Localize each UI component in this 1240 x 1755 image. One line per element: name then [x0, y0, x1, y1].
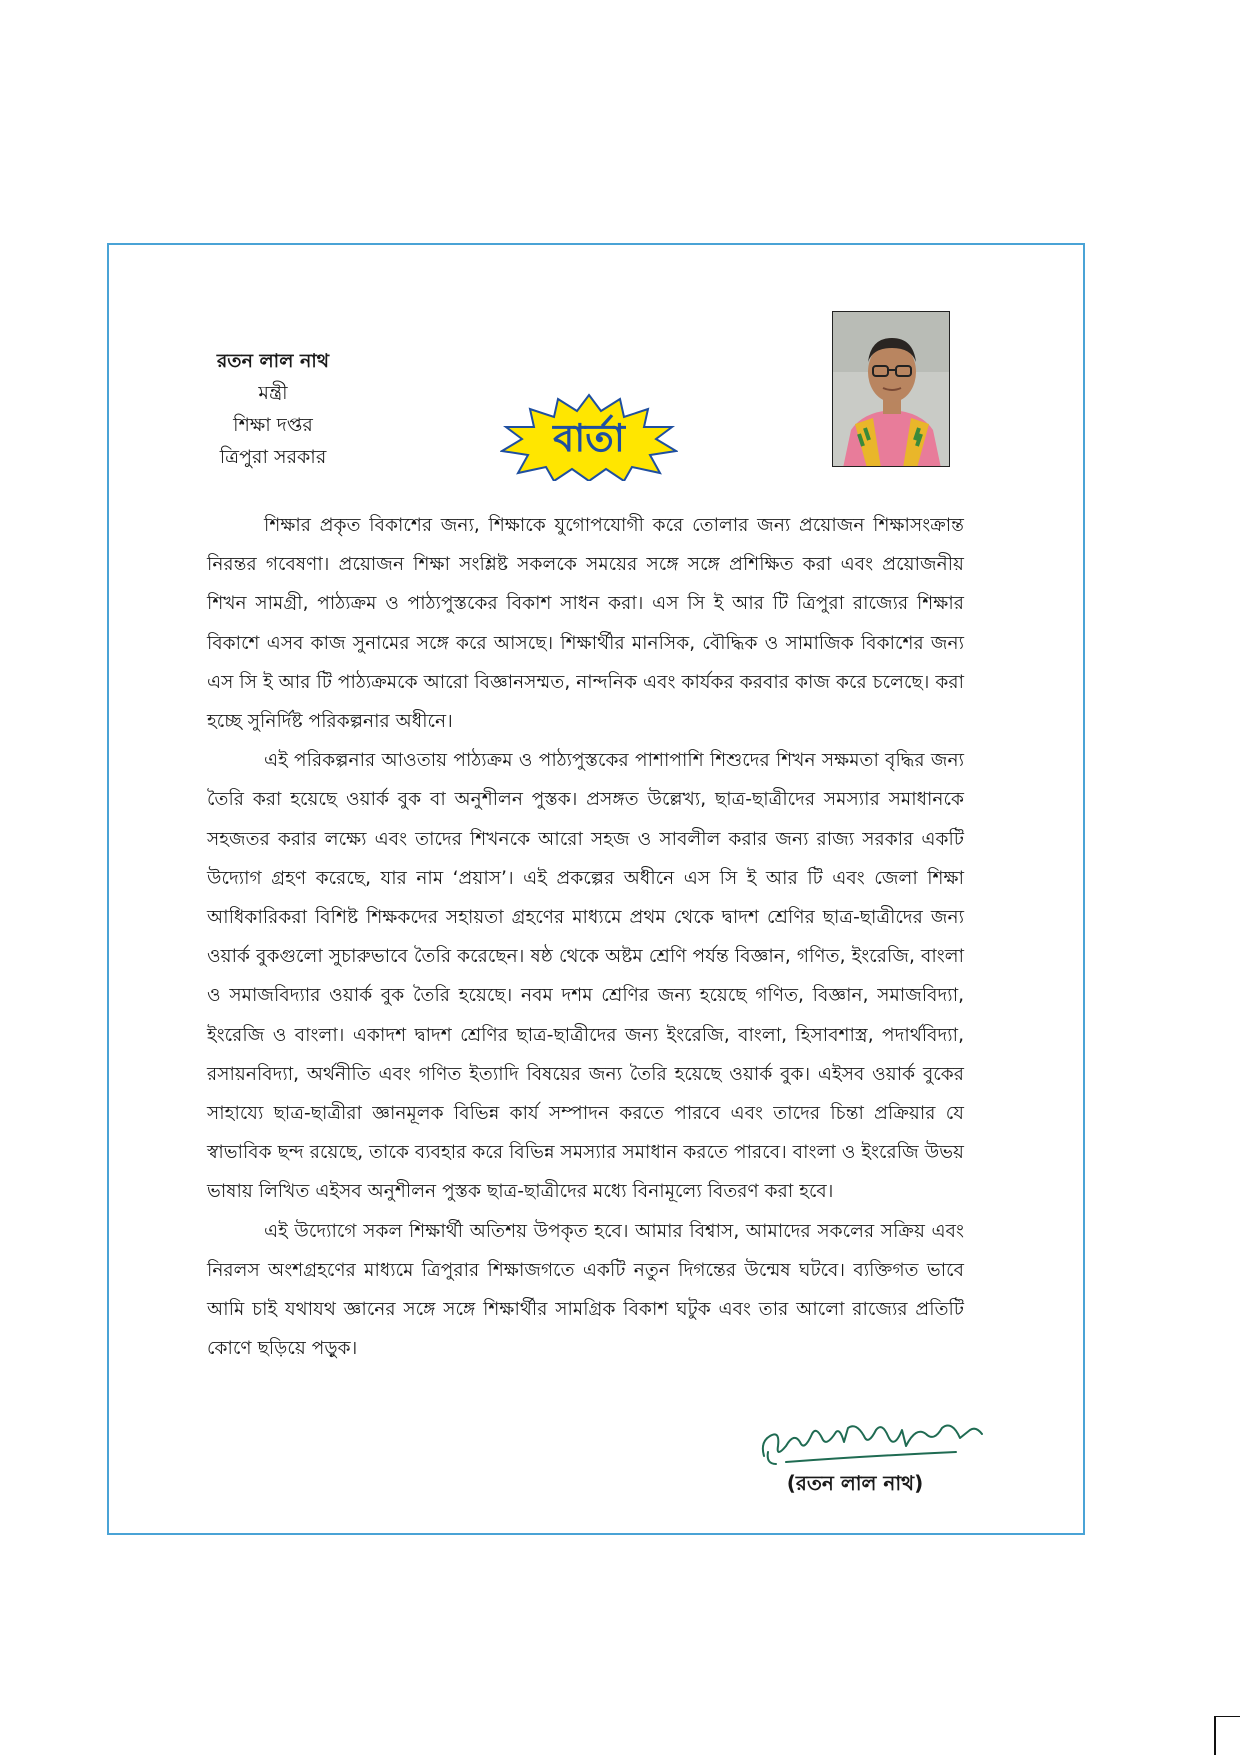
message-badge — [500, 393, 678, 481]
message-paragraph-1: শিক্ষার প্রকৃত বিকাশের জন্য, শিক্ষাকে যুগোপযোগী করে তোলার জন্য প্রয়োজন শিক্ষাসংক্রান্ত নিরন্তর গবেষণা। প্রয়োজন শিক্ষা সংশ্লিষ্ট সকলকে সময়ের সঙ্গে সঙ্গে প্রশিক্ষিত করা এবং প্রয়োজনীয় শিখন সামগ্রী, পাঠ্যক্রম ও পাঠ্যপুস্তকের বিকাশ সাধন করা। এস সি ই আর টি ত্রিপুরা রাজ্যের শিক্ষার বিকাশে এসব কাজ সুনামের সঙ্গে করে আসছে। শিক্ষার্থীর মানসিক, বৌদ্ধিক ও সামাজিক বিকাশের জন্য এস সি ই আর টি পাঠ্যক্রমকে আরো বিজ্ঞানসম্মত, নান্দনিক এবং কার্যকর করবার কাজ করে চলেছে। করা হচ্ছে সুনির্দিষ্ট পরিকল্পনার অধীনে। — [207, 515, 964, 733]
handwritten-signature — [756, 1412, 988, 1470]
sender-government: ত্রিপুরা সরকার — [219, 446, 327, 468]
sender-name: রতন লাল নাথ — [216, 350, 330, 372]
message-paragraph-3: এই উদ্যোগে সকল শিক্ষার্থী অতিশয় উপকৃত হবে। আমার বিশ্বাস, আমাদের সকলের সক্রিয় এবং নিরলস অংশগ্রহণের মাধ্যমে ত্রিপুরার শিক্ষাজগতে একটি নতুন দিগন্তের উন্মেষ ঘটবে। ব্যক্তিগত ভাবে আমি চাই যথাযথ জ্ঞানের সঙ্গে সঙ্গে শিক্ষার্থীর সামগ্রিক বিকাশ ঘটুক এবং তার আলো রাজ্যের প্রতিটি কোণে ছড়িয়ে পড়ুক। — [207, 1220, 964, 1360]
minister-portrait — [832, 311, 950, 467]
sender-designation: মন্ত্রী — [258, 382, 288, 404]
signatory-name: (রতন লাল নাথ) — [786, 1471, 924, 1495]
badge-label: বার্তা — [553, 416, 625, 460]
message-body — [207, 506, 964, 1368]
message-paragraph-2: এই পরিকল্পনার আওতায় পাঠ্যক্রম ও পাঠ্যপুস্তকের পাশাপাশি শিশুদের শিখন সক্ষমতা বৃদ্ধির জন্য তৈরি করা হয়েছে ওয়ার্ক বুক বা অনুশীলন পুস্তক। প্রসঙ্গত উল্লেখ্য, ছাত্র-ছাত্রীদের সমস্যার সমাধানকে সহজতর করার লক্ষ্যে এবং তাদের শিখনকে আরো সহজ ও সাবলীল করার জন্য রাজ্য সরকার একটি উদ্যোগ গ্রহণ করেছে, যার নাম ‘প্রয়াস’। এই প্রকল্পের অধীনে এস সি ই আর টি এবং জেলা শিক্ষা আধিকারিকরা বিশিষ্ট শিক্ষকদের সহায়তা গ্রহণের মাধ্যমে প্রথম থেকে দ্বাদশ শ্রেণির ছাত্র-ছাত্রীদের জন্য ওয়ার্ক বুকগুলো সুচারুভাবে তৈরি করেছেন। ষষ্ঠ থেকে অষ্টম শ্রেণি পর্যন্ত বিজ্ঞান, গণিত, ইংরেজি, বাংলা ও সমাজবিদ্যার ওয়ার্ক বুক তৈরি হয়েছে। নবম দশম শ্রেণির জন্য হয়েছে গণিত, বিজ্ঞান, সমাজবিদ্যা, ইংরেজি ও বাংলা। একাদশ দ্বাদশ শ্রেণির ছাত্র-ছাত্রীদের জন্য ইংরেজি, বাংলা, হিসাবশাস্ত্র, পদার্থবিদ্যা, রসায়নবিদ্যা, অর্থনীতি এবং গণিত ইত্যাদি বিষয়ের জন্য তৈরি হয়েছে ওয়ার্ক বুক। এইসব ওয়ার্ক বুকের সাহায্যে ছাত্র-ছাত্রীরা জ্ঞানমূলক বিভিন্ন কার্য সম্পাদন করতে পারবে এবং তাদের চিন্তা প্রক্রিয়ার যে স্বাভাবিক ছন্দ রয়েছে, তাকে ব্যবহার করে বিভিন্ন সমস্যার সমাধান করতে পারবে। বাংলা ও ইংরেজি উভয় ভাষায় লিখিত এইসব অনুশীলন পুস্তক ছাত্র-ছাত্রীদের মধ্যে বিনামূল্যে বিতরণ করা হবে। — [207, 750, 964, 1203]
crop-mark — [1214, 1716, 1240, 1755]
sender-block — [198, 345, 348, 473]
sender-department: শিক্ষা দপ্তর — [233, 414, 313, 436]
